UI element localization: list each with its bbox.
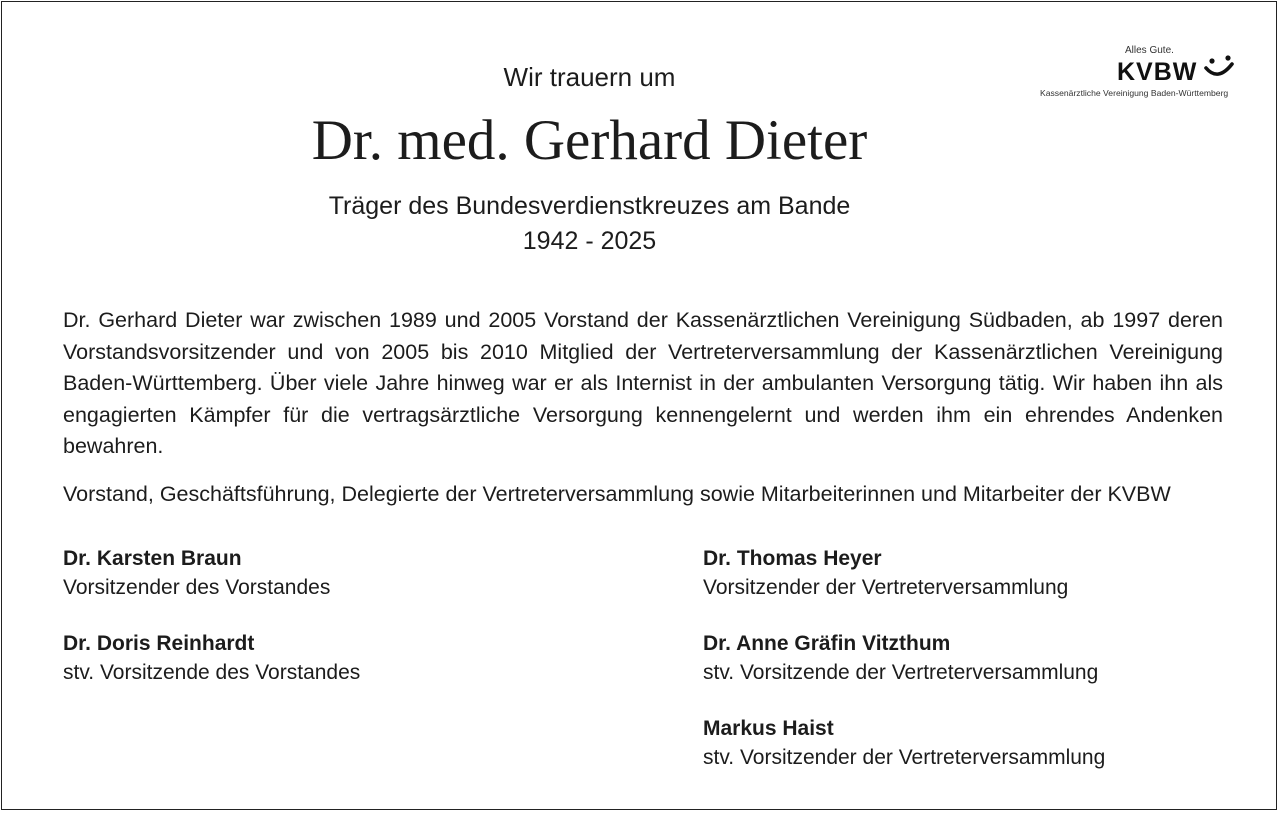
- signatory-role: stv. Vorsitzende der Vertreterversammlung: [703, 661, 1099, 684]
- signatory-role: Vorsitzender des Vorstandes: [63, 576, 331, 599]
- signatory: [63, 629, 360, 687]
- obituary-notice: [1, 1, 1277, 810]
- logo-subtitle: Kassenärztliche Vereinigung Baden-Württemberg: [1040, 88, 1229, 98]
- life-years: 1942 - 2025: [522, 227, 657, 255]
- signatory: [63, 544, 330, 602]
- signatory-name: Dr. Karsten Braun: [63, 547, 242, 570]
- tribute-paragraph: Dr. Gerhard Dieter war zwischen 1989 und 2005 Vorstand der Kassenärztlichen Vereinigung Südbaden, ab 1997 deren Vorstandsvorsitzender und von 2005 bis 2010 Mitglied der Vertreterversammlung der Kassenärztlichen Vereinigung Baden-Württemberg. Über viele Jahre hinweg war er als Internist in der ambulanten Versorgung tätig. Wir haben ihn als engagierten Kämpfer für die vertragsärztliche Versorgung kennengelernt und werden ihm ein ehrendes Andenken bewahren.: [63, 308, 1223, 458]
- honor-line: Träger des Bundesverdienstkreuzes am Bande: [328, 192, 851, 220]
- signatory: [703, 544, 1068, 602]
- signatory-name: Dr. Doris Reinhardt: [63, 632, 255, 655]
- signatory: [703, 714, 1105, 772]
- logo-tagline: Alles Gute.: [1125, 45, 1174, 56]
- signatory-name: Dr. Thomas Heyer: [703, 547, 882, 570]
- signatory-role: stv. Vorsitzende des Vorstandes: [63, 661, 361, 684]
- smile-icon: [1202, 54, 1236, 82]
- signatory: [703, 629, 1098, 687]
- logo-wordmark: KVBW: [1117, 58, 1198, 86]
- signatory-name: Dr. Anne Gräfin Vitzthum: [703, 632, 951, 655]
- signatory-name: Markus Haist: [703, 717, 834, 740]
- mourners-line: Vorstand, Geschäftsführung, Delegierte der Vertreterversammlung sowie Mitarbeiterinnen und Mitarbeiter der KVBW: [63, 482, 1171, 506]
- intro-line: Wir trauern um: [503, 62, 676, 92]
- signatory-role: stv. Vorsitzender der Vertreterversammlung: [703, 746, 1106, 769]
- signatory-role: Vorsitzender der Vertreterversammlung: [703, 576, 1069, 599]
- deceased-name: Dr. med. Gerhard Dieter: [311, 109, 868, 172]
